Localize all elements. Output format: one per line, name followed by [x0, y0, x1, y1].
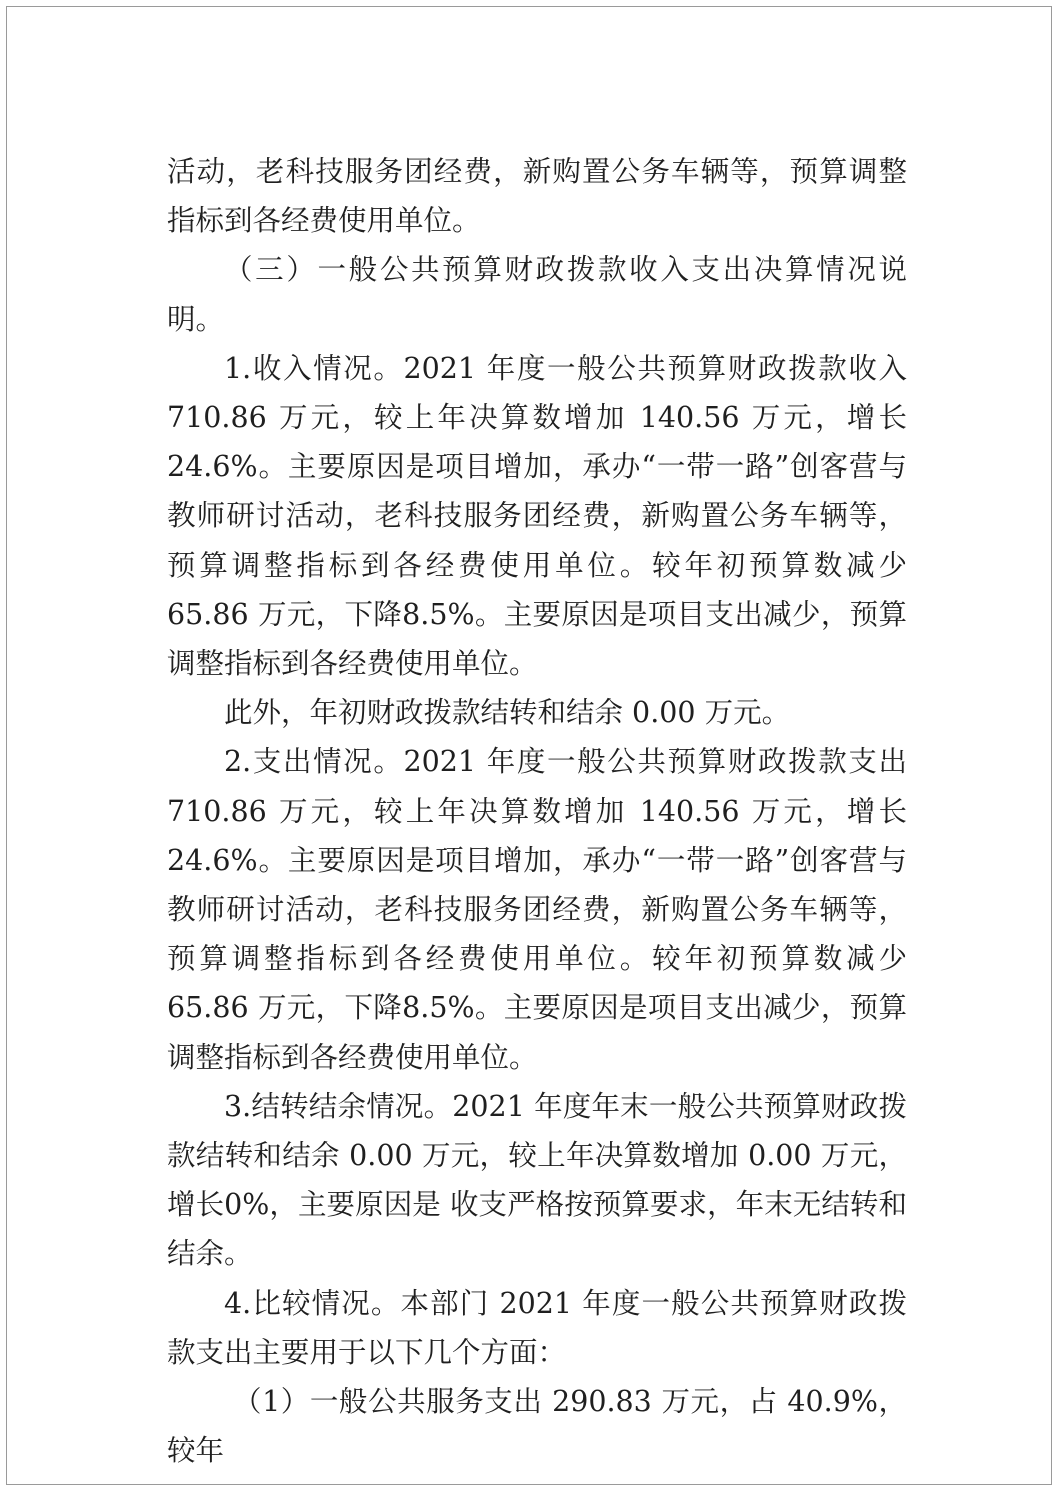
paragraph-comparison: 4.比较情况。本部门 2021 年度一般公共预算财政拨款支出主要用于以下几个方面：	[167, 1286, 907, 1369]
section-heading: （三）一般公共预算财政拨款收入支出决算情况说明。	[167, 253, 907, 336]
paragraph-expenditure: 2.支出情况。2021 年度一般公共预算财政拨款支出710.86 万元，较上年决算数增加 140.56 万元，增长 24.6%。主要原因是项目增加，承办“一带一路”创客营与教师研讨活动，老科技服务团经费，新购置公务车辆等，预算调整指标到各经费使用单位。较年初预算数减少 65.86 万元，下降8.5%。主要原因是项目支出减少，预算调整指标到各经费使用单位。	[167, 745, 907, 1074]
paragraph-balance: 3.结转结余情况。2021 年度年末一般公共预算财政拨款结转和结余 0.00 万元，较上年决算数增加 0.00 万元，增长0%，主要原因是 收支严格按预算要求，年末无结转和结余。	[167, 1089, 907, 1271]
paragraph-continuation: 活动，老科技服务团经费，新购置公务车辆等，预算调整指标到各经费使用单位。	[167, 155, 907, 238]
document-body	[167, 147, 907, 1475]
document-page	[6, 6, 1052, 1485]
paragraph-income: 1.收入情况。2021 年度一般公共预算财政拨款收入710.86 万元，较上年决算数增加 140.56 万元，增长 24.6%。主要原因是项目增加，承办“一带一路”创客营与教师研讨活动，老科技服务团经费，新购置公务车辆等，预算调整指标到各经费使用单位。较年初预算数减少 65.86 万元，下降8.5%。主要原因是项目支出减少，预算调整指标到各经费使用单位。	[167, 351, 907, 681]
paragraph-carryover-start: 此外，年初财政拨款结转和结余 0.00 万元。	[224, 696, 791, 730]
paragraph-item-1: （1）一般公共服务支出 290.83 万元，占 40.9%，较年	[167, 1385, 907, 1468]
